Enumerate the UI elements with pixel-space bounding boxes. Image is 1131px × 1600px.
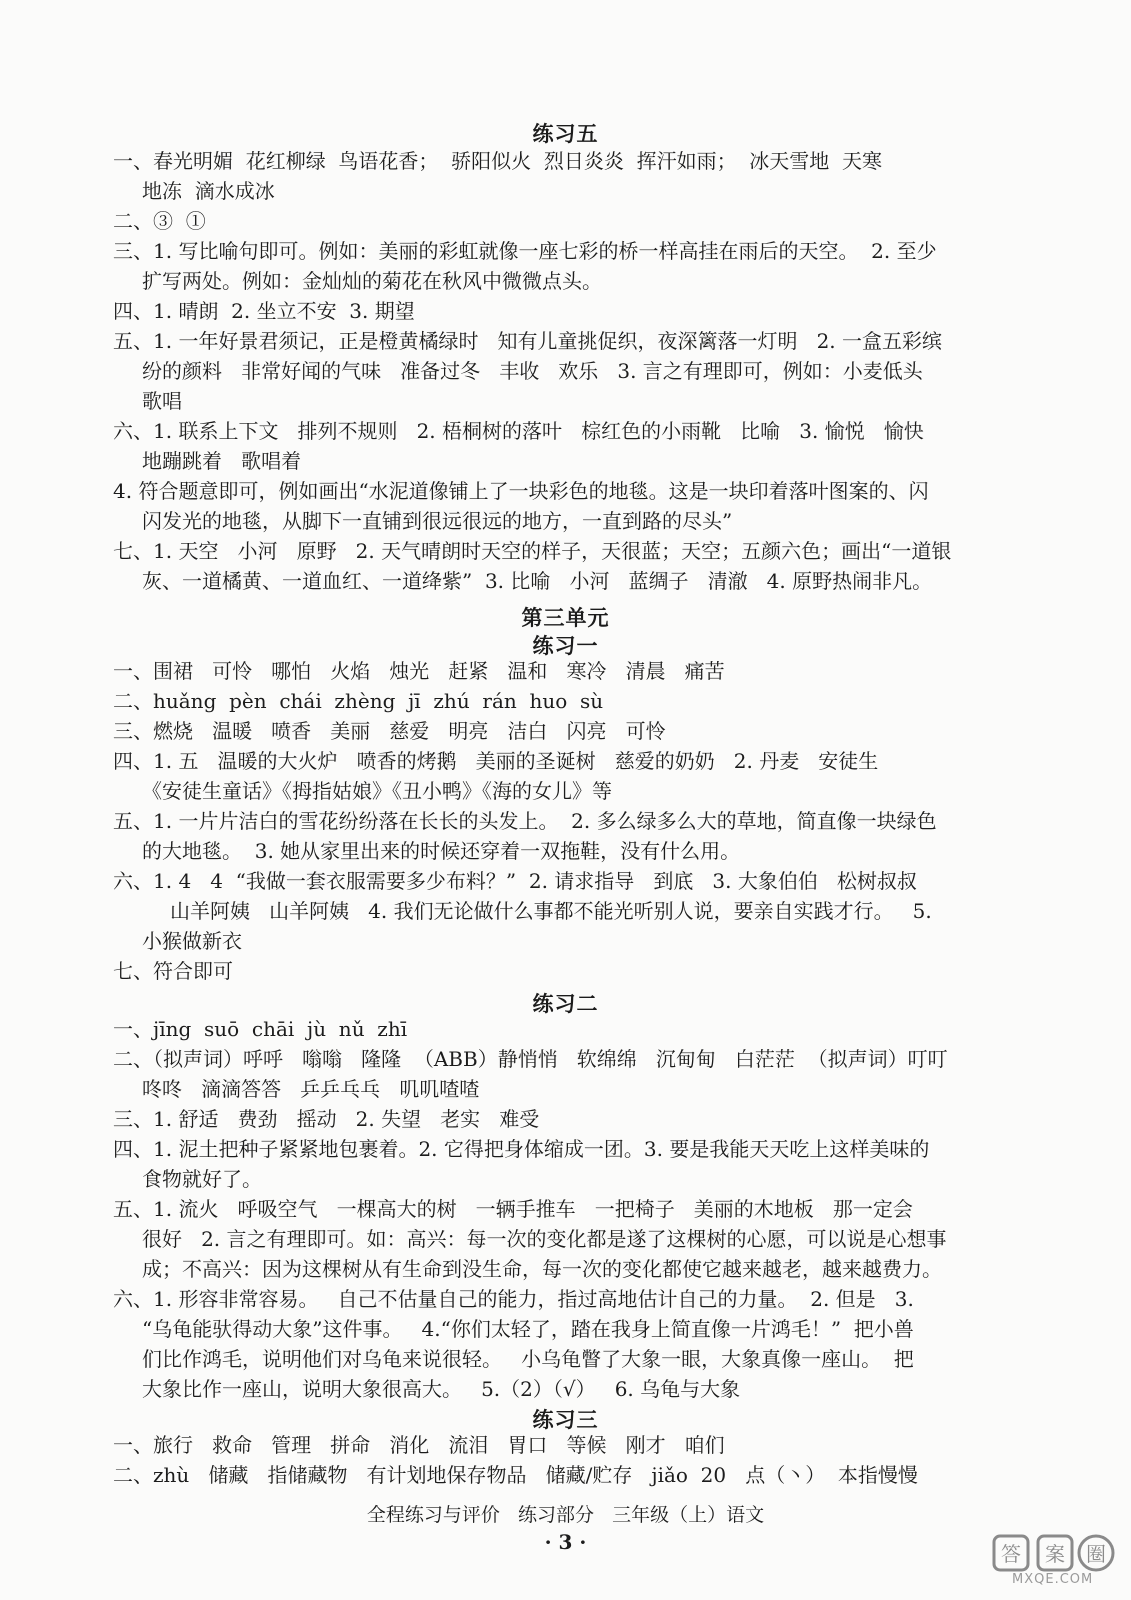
answer-line: 六、1. 联系上下文 排列不规则 2. 梧桐树的落叶 棕红色的小雨靴 比喻 3. 愉悦 愉快 xyxy=(113,419,924,443)
answer-line: 七、1. 天空 小河 原野 2. 天气晴朗时天空的样子，天很蓝；天空；五颜六色；画出“一道银 xyxy=(113,539,952,563)
answer-line: 二、（拟声词）呼呼 嗡嗡 隆隆 （ABB）静悄悄 软绵绵 沉甸甸 白茫茫 （拟声词）叮叮 xyxy=(113,1047,948,1071)
watermark-char: 答 xyxy=(1001,1542,1021,1566)
answer-line: 七、符合即可 xyxy=(113,959,233,983)
answer-line: 纷的颜料 非常好闻的气味 准备过冬 丰收 欢乐 3. 言之有理即可，例如：小麦低头 xyxy=(142,359,923,383)
answer-line: 闪发光的地毯，从脚下一直铺到很远很远的地方，一直到路的尽头” xyxy=(142,509,733,533)
answer-line: 灰、一道橘黄、一道血红、一道绛紫” 3. 比喻 小河 蓝绸子 清澈 4. 原野热闹非凡。 xyxy=(142,569,933,593)
answer-line: 小猴做新衣 xyxy=(142,929,242,953)
answer-line: 一、围裙 可怜 哪怕 火焰 烛光 赶紧 温和 寒冷 清晨 痛苦 xyxy=(113,659,725,683)
answer-line: 五、1. 一年好景君须记，正是橙黄橘绿时 知有儿童挑促织，夜深篱落一灯明 2. 一盒五彩缤 xyxy=(113,329,943,353)
answer-line: “乌龟能驮得动大象”这件事。 4.“你们太轻了，踏在我身上简直像一片鸿毛！” 把小兽 xyxy=(142,1317,914,1341)
answer-line: 山羊阿姨 山羊阿姨 4. 我们无论做什么事都不能光听别人说，要亲自实践才行。 5. xyxy=(170,899,932,923)
answer-line: 六、1. 形容非常容易。 自己不估量自己的能力，指过高地估计自己的力量。 2. 但是 3. xyxy=(113,1287,914,1311)
answer-line: 二、③ ① xyxy=(113,209,206,233)
watermark-char: 案 xyxy=(1045,1542,1065,1566)
answer-line: 三、1. 写比喻句即可。例如：美丽的彩虹就像一座七彩的桥一样高挂在雨后的天空。 2. 至少 xyxy=(113,239,937,263)
answer-line: 扩写两处。例如：金灿灿的菊花在秋风中微微点头。 xyxy=(142,269,602,293)
answer-line: 歌唱 xyxy=(142,389,182,413)
section-title-ex2: 练习二 xyxy=(532,992,599,1016)
section-title-ex5: 练习五 xyxy=(532,122,599,146)
watermark-char: 圈 xyxy=(1086,1542,1106,1566)
answer-line: 《安徒生童话》《拇指姑娘》《丑小鸭》《海的女儿》等 xyxy=(142,779,612,803)
answer-line: 四、1. 五 温暖的大火炉 喷香的烤鹅 美丽的圣诞树 慈爱的奶奶 2. 丹麦 安徒生 xyxy=(113,749,879,773)
answer-line: 食物就好了。 xyxy=(142,1167,262,1191)
answer-line: 五、1. 一片片洁白的雪花纷纷落在长长的头发上。 2. 多么绿多么大的草地，简直像一块绿色 xyxy=(113,809,937,833)
answer-line: 地蹦跳着 歌唱着 xyxy=(142,449,302,473)
answer-line: 二、zhù 储藏 指储藏物 有计划地保存物品 储藏/贮存 jiǎo 20 点（丶） 本指慢慢 xyxy=(113,1463,918,1487)
answer-line: 六、1. 4 4 “我做一套衣服需要多少布料？” 2. 请求指导 到底 3. 大象伯伯 松树叔叔 xyxy=(113,869,917,893)
answer-line: 大象比作一座山，说明大象很高大。 5.（2）（√） 6. 乌龟与大象 xyxy=(142,1377,741,1401)
answer-line: 三、燃烧 温暖 喷香 美丽 慈爱 明亮 洁白 闪亮 可怜 xyxy=(113,719,666,743)
answer-line: 地冻 滴水成冰 xyxy=(142,179,275,203)
answer-line: 4. 符合题意即可，例如画出“水泥道像铺上了一块彩色的地毯。这是一块印着落叶图案的、闪 xyxy=(113,479,929,503)
answer-line: 的大地毯。 3. 她从家里出来的时候还穿着一双拖鞋，没有什么用。 xyxy=(142,839,741,863)
answer-line: 成；不高兴：因为这棵树从有生命到没生命，每一次的变化都使它越来越老，越来越费力。 xyxy=(142,1257,942,1281)
answer-line: 四、1. 泥土把种子紧紧地包裹着。2. 它得把身体缩成一团。3. 要是我能天天吃上这样美味的 xyxy=(113,1137,930,1161)
answer-line: 五、1. 流火 呼吸空气 一棵高大的树 一辆手推车 一把椅子 美丽的木地板 那一定会 xyxy=(113,1197,913,1221)
answer-line: 二、huǎng pèn chái zhèng jī zhú rán huo sù xyxy=(113,689,604,713)
section-title-ex1: 练习一 xyxy=(532,634,599,658)
answer-line: 咚咚 滴滴答答 乒乒乓乓 叽叽喳喳 xyxy=(142,1077,480,1101)
answer-line: 一、春光明媚 花红柳绿 鸟语花香； 骄阳似火 烈日炎炎 挥汗如雨； 冰天雪地 天寒 xyxy=(113,149,883,173)
answer-line: 三、1. 舒适 费劲 摇动 2. 失望 老实 难受 xyxy=(113,1107,540,1131)
page-number: · 3 · xyxy=(544,1530,587,1554)
answer-line: 四、1. 晴朗 2. 坐立不安 3. 期望 xyxy=(113,299,415,323)
answer-line: 一、jīng suō chāi jù nǔ zhī xyxy=(113,1017,408,1041)
section-title-ex3: 练习三 xyxy=(532,1408,599,1432)
answer-line: 们比作鸿毛，说明他们对乌龟来说很轻。 小乌龟瞥了大象一眼，大象真像一座山。 把 xyxy=(142,1347,914,1371)
watermark-site: MXQE.COM xyxy=(1012,1572,1094,1587)
footer-series-title: 全程练习与评价 练习部分 三年级（上）语文 xyxy=(366,1504,765,1526)
answer-line: 很好 2. 言之有理即可。如：高兴：每一次的变化都是遂了这棵树的心愿，可以说是心想事 xyxy=(142,1227,947,1251)
unit-title: 第三单元 xyxy=(521,606,610,630)
answer-line: 一、旅行 救命 管理 拼命 消化 流泪 胃口 等候 刚才 咱们 xyxy=(113,1433,725,1457)
